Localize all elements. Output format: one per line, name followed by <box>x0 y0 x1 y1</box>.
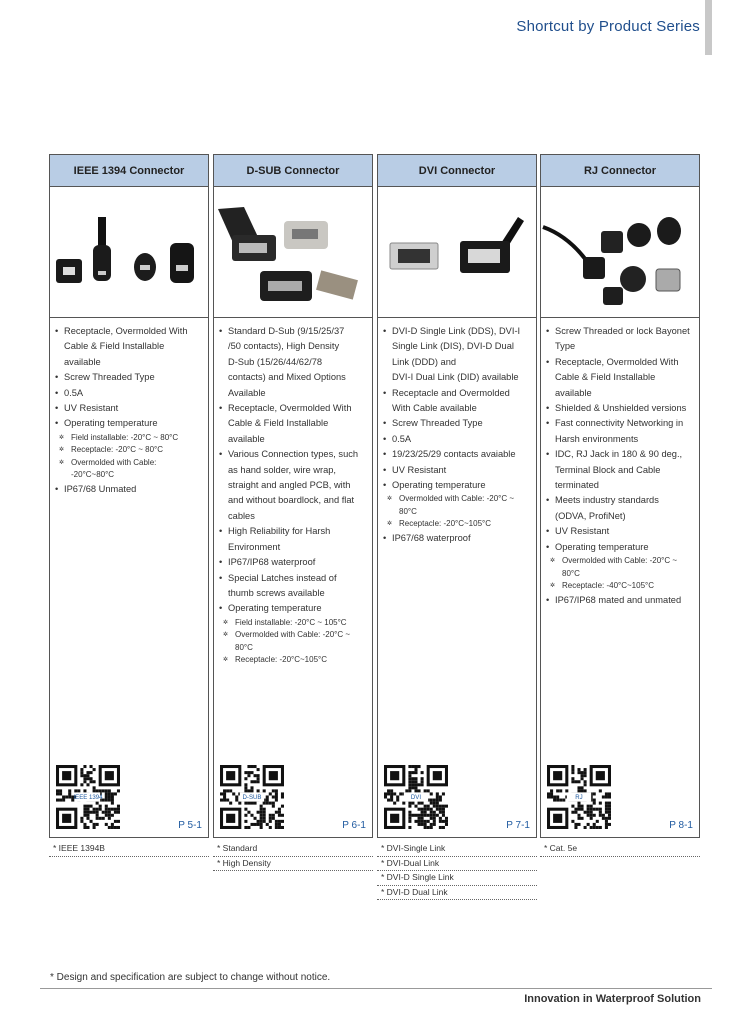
variant-note: * DVI-Single Link <box>377 842 537 857</box>
feature-line: • IP67/68 Unmated <box>64 483 137 494</box>
feature-item <box>382 432 533 447</box>
product-photo <box>214 187 372 318</box>
feature-line: • Fast connectivity Networking in <box>555 418 684 429</box>
ieee1394-connectors-photo <box>50 187 208 317</box>
feature-line: available <box>555 387 592 398</box>
feature-line: Type <box>555 341 576 352</box>
page-reference-link[interactable]: P 6-1 <box>342 820 366 831</box>
rj-connectors-photo <box>541 187 699 317</box>
feature-line: • IDC, RJ Jack in 180 & 90 deg., <box>555 449 683 460</box>
dvi-connectors-photo <box>378 187 536 317</box>
feature-line: ✲ Receptacle: -20°C~105°C <box>399 519 492 529</box>
feature-line: • Operating temperature <box>555 541 649 552</box>
feature-line: as hand solder, wire wrap, <box>228 464 337 475</box>
feature-item <box>545 493 696 524</box>
feature-item <box>218 601 369 616</box>
feature-line: • Standard D-Sub (9/15/25/37 <box>228 326 345 336</box>
feature-item <box>545 447 696 493</box>
product-variant-notes <box>213 842 373 871</box>
feature-line: With Cable available <box>392 403 477 414</box>
product-photo <box>50 187 208 318</box>
feature-item <box>382 531 533 546</box>
feature-item <box>382 447 533 462</box>
temperature-spec-item <box>387 518 533 531</box>
product-card-title[interactable]: DVI Connector <box>378 155 536 187</box>
feature-line: cables <box>228 510 255 521</box>
feature-line: • Operating temperature <box>392 480 486 491</box>
feature-line: ✲ Overmolded with Cable: -20°C ~ 80°C <box>562 556 678 578</box>
feature-line: • UV Resistant <box>555 526 610 537</box>
temperature-spec-item <box>387 493 533 518</box>
feature-line: • High Reliability for Harsh <box>228 526 331 537</box>
feature-line: ✲ Overmolded with Cable: -20°C ~ 80°C <box>235 630 351 652</box>
temperature-spec-item <box>550 555 696 580</box>
feature-line: • Screw Threaded Type <box>392 418 483 429</box>
feature-line: ✲ Overmolded with Cable: <box>71 457 157 467</box>
variant-note: * DVI-Dual Link <box>377 857 537 872</box>
feature-item <box>54 482 205 497</box>
feature-line: Link (DDD) and <box>392 356 457 367</box>
feature-line: • Receptacle, Overmolded With <box>228 403 352 414</box>
page-header-title: Shortcut by Product Series <box>516 18 700 35</box>
feature-item <box>218 324 369 401</box>
feature-line: available <box>228 433 265 444</box>
product-feature-list <box>378 318 536 546</box>
feature-item <box>545 416 696 447</box>
product-card-title[interactable]: IEEE 1394 Connector <box>50 155 208 187</box>
disclaimer-text: * Design and specification are subject to change without notice. <box>50 972 331 983</box>
feature-line: ✲ Field installable: -20°C ~ 105°C <box>235 617 347 627</box>
feature-item <box>382 416 533 431</box>
qr-code-icon[interactable] <box>56 765 120 829</box>
temperature-spec-item <box>59 457 205 482</box>
product-feature-list <box>214 318 372 667</box>
feature-item <box>545 540 696 555</box>
variant-note: * DVI-D Single Link <box>377 871 537 886</box>
feature-item <box>218 401 369 447</box>
svg-text:DVI: DVI <box>410 794 422 802</box>
footer-divider <box>40 988 712 989</box>
feature-line: • UV Resistant <box>64 403 119 414</box>
feature-line: Available <box>228 387 266 398</box>
feature-line: • IP67/IP68 mated and unmated <box>555 594 682 605</box>
product-card <box>49 154 209 838</box>
feature-item <box>218 555 369 570</box>
feature-item <box>382 386 533 417</box>
feature-line: • Screw Threaded Type <box>64 372 155 383</box>
svg-text:RJ: RJ <box>575 794 583 802</box>
svg-text:IEEE 1394: IEEE 1394 <box>73 794 103 802</box>
feature-item <box>54 386 205 401</box>
feature-item <box>54 401 205 416</box>
feature-line: • Shielded & Unshielded versions <box>555 403 687 414</box>
feature-line: DVI-I Dual Link (DID) available <box>392 372 519 383</box>
feature-line: ✲ Field installable: -20°C ~ 80°C <box>71 432 179 442</box>
product-photo <box>378 187 536 318</box>
feature-line: • Meets industry standards <box>555 495 659 506</box>
feature-item <box>54 324 205 370</box>
product-card <box>540 154 700 838</box>
product-card-title[interactable]: RJ Connector <box>541 155 699 187</box>
variant-note: * Cat. 5e <box>540 842 700 857</box>
feature-line: ✲ Receptacle: -20°C~105°C <box>235 655 328 665</box>
product-variant-notes <box>377 842 537 900</box>
feature-line: Environment <box>228 541 281 552</box>
temperature-spec-item <box>223 629 369 654</box>
svg-text:D-SUB: D-SUB <box>242 794 262 802</box>
product-feature-list <box>50 318 208 497</box>
feature-item <box>545 593 696 608</box>
product-photo <box>541 187 699 318</box>
feature-line: available <box>64 356 101 367</box>
feature-item <box>545 524 696 539</box>
feature-line: • IP67/68 waterproof <box>392 532 471 543</box>
feature-line: • UV Resistant <box>392 464 447 475</box>
feature-line: thumb screws available <box>228 587 325 598</box>
page-reference-link[interactable]: P 7-1 <box>506 820 530 831</box>
footer-tagline: Innovation in Waterproof Solution <box>524 993 701 1005</box>
feature-line: • Screw Threaded or lock Bayonet <box>555 326 690 336</box>
feature-line: • IP67/IP68 waterproof <box>228 557 316 568</box>
variant-note: * DVI-D Dual Link <box>377 886 537 901</box>
feature-line: Single Link (DIS), DVI-D Dual <box>392 341 514 352</box>
product-feature-list <box>541 318 699 608</box>
temperature-spec-item <box>550 580 696 593</box>
feature-item <box>54 370 205 385</box>
feature-line: • 0.5A <box>392 433 412 444</box>
product-card <box>377 154 537 838</box>
feature-line: D-Sub (15/26/44/62/78 <box>228 356 323 367</box>
feature-line: Cable & Field Installable <box>228 418 329 429</box>
dsub-connectors-photo <box>214 187 372 317</box>
feature-item <box>218 524 369 555</box>
feature-line: (ODVA, ProfiNet) <box>555 510 626 521</box>
product-card <box>213 154 373 838</box>
feature-item <box>545 401 696 416</box>
product-variant-notes <box>540 842 700 857</box>
feature-item <box>545 324 696 355</box>
feature-item <box>382 478 533 493</box>
feature-line: Cable & Field Installable <box>555 372 656 383</box>
page-reference-link[interactable]: P 5-1 <box>178 820 202 831</box>
qr-code-icon[interactable] <box>547 765 611 829</box>
feature-line: • Various Connection types, such <box>228 449 359 460</box>
feature-line: • Receptacle, Overmolded With <box>64 326 188 336</box>
header-accent-bar <box>705 0 712 55</box>
feature-line: ✲ Receptacle: -40°C~105°C <box>562 581 655 591</box>
feature-line: • Special Latches instead of <box>228 572 337 583</box>
feature-item <box>545 355 696 401</box>
temperature-spec-item <box>59 444 205 457</box>
feature-line: -20°C~80°C <box>71 470 115 480</box>
variant-note: * IEEE 1394B <box>49 842 209 857</box>
product-card-title[interactable]: D-SUB Connector <box>214 155 372 187</box>
feature-line: ✲ Receptacle: -20°C ~ 80°C <box>71 445 163 455</box>
feature-item <box>382 324 533 386</box>
temperature-spec-item <box>223 654 369 667</box>
temperature-spec-item <box>59 432 205 445</box>
variant-note: * Standard <box>213 842 373 857</box>
qr-code-icon[interactable] <box>384 765 448 829</box>
feature-line: Harsh environments <box>555 433 639 444</box>
feature-line: • 0.5A <box>64 387 84 398</box>
qr-code-icon[interactable] <box>220 765 284 829</box>
feature-line: • Operating temperature <box>228 603 322 614</box>
feature-item <box>382 463 533 478</box>
feature-line: and without boardlock, and flat <box>228 495 355 506</box>
temperature-spec-item <box>223 617 369 630</box>
feature-line: ✲ Overmolded with Cable: -20°C ~ 80°C <box>399 494 515 516</box>
feature-line: straight and angled PCB, with <box>228 480 351 491</box>
page-reference-link[interactable]: P 8-1 <box>669 820 693 831</box>
feature-line: /50 contacts), High Density <box>228 341 340 352</box>
feature-line: • DVI-D Single Link (DDS), DVI-I <box>392 326 521 336</box>
feature-line: Terminal Block and Cable <box>555 464 661 475</box>
feature-line: • 19/23/25/29 contacts avaiable <box>392 449 516 460</box>
feature-item <box>218 447 369 524</box>
variant-note: * High Density <box>213 857 373 872</box>
feature-line: terminated <box>555 480 599 491</box>
feature-line: • Operating temperature <box>64 418 158 429</box>
product-variant-notes <box>49 842 209 857</box>
feature-item <box>54 416 205 431</box>
feature-line: contacts) and Mixed Options <box>228 372 346 383</box>
feature-line: • Receptacle and Overmolded <box>392 387 510 398</box>
feature-item <box>218 571 369 602</box>
feature-line: Cable & Field Installable <box>64 341 165 352</box>
feature-line: • Receptacle, Overmolded With <box>555 356 679 367</box>
